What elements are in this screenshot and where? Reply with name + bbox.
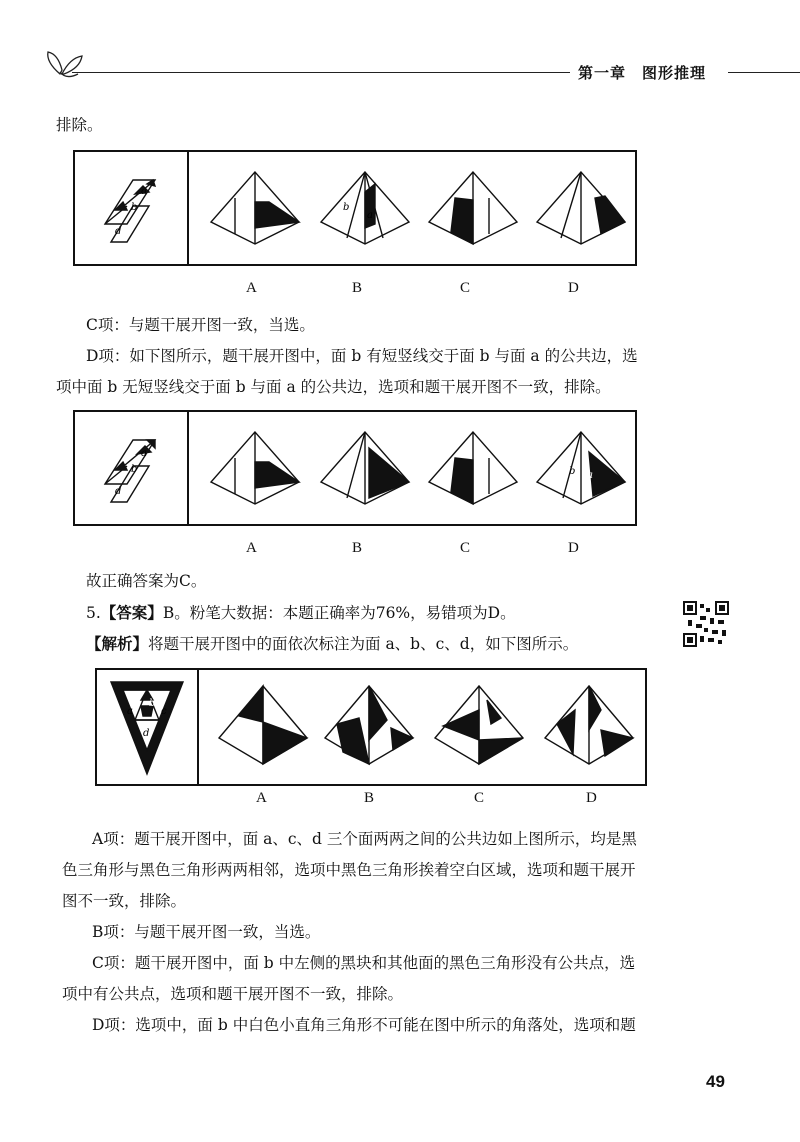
net3-face-a: a xyxy=(127,706,133,717)
figure-1-label-d: D xyxy=(568,280,579,296)
figure-3-label-b: B xyxy=(364,790,375,806)
svg-text:b: b xyxy=(131,464,138,475)
text-conclusion: 故正确答案为C。 xyxy=(86,572,207,590)
figure-3-drawing xyxy=(97,670,645,784)
page-number: 49 xyxy=(706,1072,725,1091)
text-a-line2: 色三角形与黑色三角形两两相邻，选项中黑色三角形挨着空白区域，选项和题干展开 xyxy=(62,861,636,879)
q5-number: 5. xyxy=(86,604,101,622)
figure-1 xyxy=(73,150,637,266)
chapter-title: 第一章 图形推理 xyxy=(578,64,707,82)
text-d2-line1: D项：选项中，面 b 中白色小直角三角形不可能在图中所示的角落处，选项和题 xyxy=(92,1016,636,1034)
figure-2-option-a xyxy=(211,432,299,504)
option-b-face-b: b xyxy=(343,202,350,213)
figure-1-label-b: B xyxy=(352,280,363,296)
figure-2-net xyxy=(105,440,155,502)
figure-3-option-d xyxy=(545,686,633,764)
figure-1-label-a: A xyxy=(246,280,257,296)
figure-1-option-c xyxy=(429,172,517,244)
figure-1-option-a xyxy=(211,172,299,244)
text-c2-line1: C项：题干展开图中，面 b 中左侧的黑块和其他面的黑色三角形没有公共点，选 xyxy=(92,954,636,972)
figure-3 xyxy=(95,668,647,786)
face-label-d: d xyxy=(115,226,122,237)
svg-text:d: d xyxy=(115,486,122,497)
figure-2-drawing xyxy=(75,412,635,524)
net3-face-b: b xyxy=(149,698,156,709)
svg-text:a: a xyxy=(587,470,593,481)
figure-2-label-b: B xyxy=(352,540,363,556)
figure-3-option-c xyxy=(435,686,523,764)
figure-3-option-b xyxy=(325,686,413,764)
svg-text:a: a xyxy=(141,448,147,459)
text-d1-line1: D项：如下图所示，题干展开图中，面 b 有短竖线交于面 b 与面 a 的公共边，选 xyxy=(86,347,638,365)
q5-answer-tag: 【答案】 xyxy=(100,603,163,622)
text-line-top: 排除。 xyxy=(56,116,103,134)
qr-code-icon[interactable] xyxy=(682,600,730,648)
text-d1-line2: 项中面 b 无短竖线交于面 b 与面 a 的公共边，选项和题干展开图不一致，排除。 xyxy=(56,378,611,396)
face-label-a: a xyxy=(141,186,147,197)
option-b-face-a: a xyxy=(367,210,373,221)
header-rule-right xyxy=(728,72,800,73)
figure-1-drawing xyxy=(75,152,635,264)
figure-2 xyxy=(73,410,637,526)
text-a-line3: 图不一致，排除。 xyxy=(62,892,187,910)
net3-face-c: c xyxy=(161,706,167,717)
figure-2-label-c: C xyxy=(460,540,471,556)
figure-2-option-b xyxy=(321,432,409,504)
header-rule-left xyxy=(72,72,570,73)
text-q5-answer xyxy=(56,597,666,629)
figure-3-label-c: C xyxy=(474,790,485,806)
text-c1: C项：与题干展开图一致，当选。 xyxy=(86,316,315,334)
figure-2-option-d xyxy=(537,432,625,504)
figure-3-option-a xyxy=(219,686,307,764)
text-c2-line2: 项中有公共点，选项和题干展开图不一致，排除。 xyxy=(62,985,404,1003)
page-header xyxy=(0,0,800,90)
net3-face-d: d xyxy=(143,728,150,739)
figure-3-label-d: D xyxy=(586,790,597,806)
q5-answer-text: B。粉笔大数据：本题正确率为76%，易错项为D。 xyxy=(162,604,516,622)
figure-1-option-b xyxy=(321,172,409,244)
figure-2-label-a: A xyxy=(246,540,257,556)
figure-1-net xyxy=(105,180,155,242)
text-b-line: B项：与题干展开图一致，当选。 xyxy=(92,923,321,941)
svg-text:b: b xyxy=(569,466,576,477)
figure-3-label-a: A xyxy=(256,790,267,806)
figure-2-option-c xyxy=(429,432,517,504)
text-analysis xyxy=(56,628,666,660)
text-a-line1: A项：题干展开图中，面 a、c、d 三个面两两之间的公共边如上图所示，均是黑 xyxy=(92,830,637,848)
analysis-text: 将题干展开图中的面依次标注为面 a、b、c、d，如下图所示。 xyxy=(148,635,579,653)
figure-1-option-d xyxy=(537,172,625,244)
face-label-b: b xyxy=(131,202,138,213)
figure-2-label-d: D xyxy=(568,540,579,556)
figure-1-label-c: C xyxy=(460,280,471,296)
analysis-tag: 【解析】 xyxy=(86,634,149,653)
